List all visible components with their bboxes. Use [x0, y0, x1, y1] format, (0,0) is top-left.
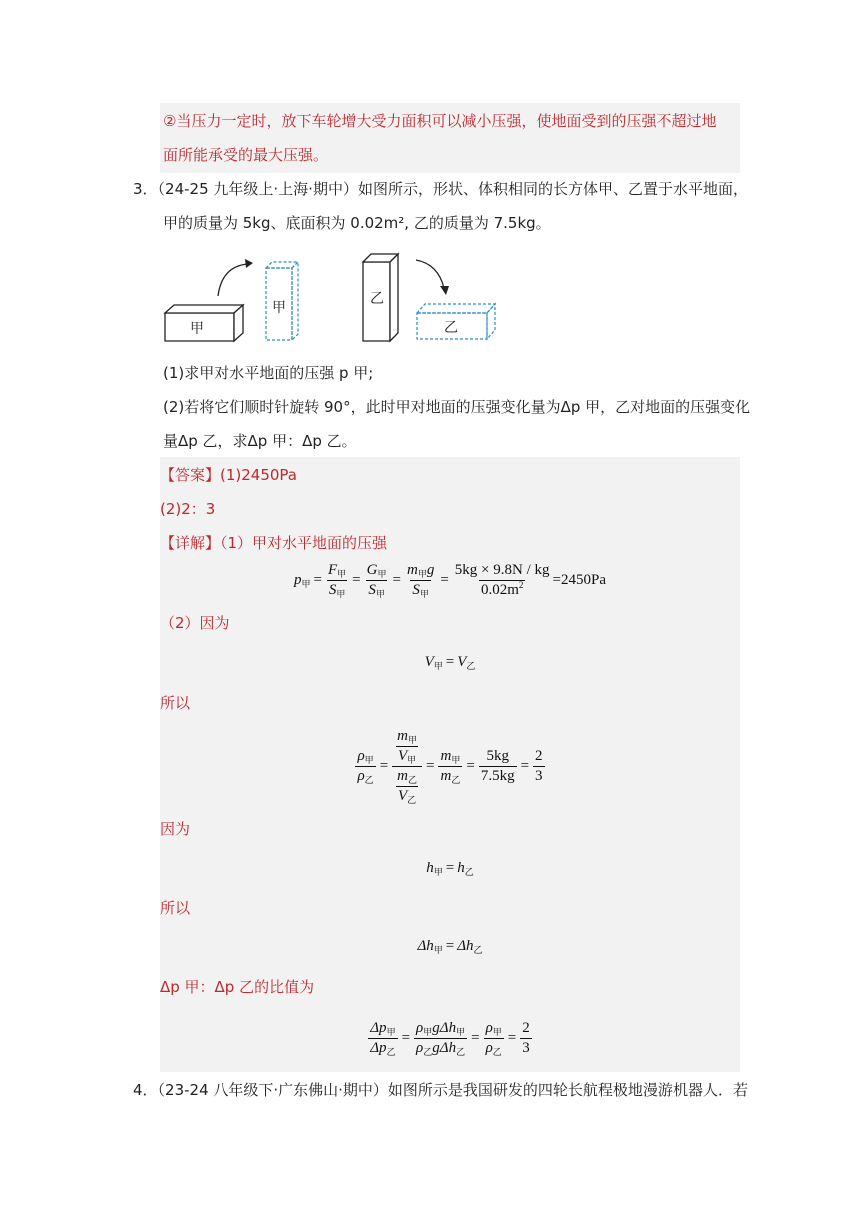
sub-question-2-line2: 量Δp 乙，求Δp 甲：Δp 乙。 — [163, 432, 357, 450]
question-3-line2: 甲的质量为 5kg、底面积为 0.02m², 乙的质量为 7.5kg。 — [163, 214, 551, 232]
ratio-text: Δp 甲：Δp 乙的比值为 — [160, 978, 315, 996]
block-jia-label-1: 甲 — [190, 321, 204, 337]
answer-label: 【答案】 — [160, 466, 221, 484]
question-source: （24-25 九年级上·上海·期中） — [157, 180, 358, 198]
block-yi-label-2: 乙 — [444, 320, 458, 336]
eq1-frac-g: $\frac{G_甲}{S_甲}$ — [366, 561, 387, 599]
block-jia-label-2: 甲 — [272, 300, 286, 316]
sub-question-1: (1)求甲对水平地面的压强 p 甲; — [163, 364, 374, 382]
rotate-arrow-2 — [416, 260, 444, 288]
blocks-rotation-figure — [160, 250, 510, 350]
eq1-p: p — [294, 571, 302, 588]
question-4-line1: 4．（23-24 八年级下·广东佛山·期中）如图所示是我国研发的四轮长航程极地漫游机器人．若 — [133, 1081, 748, 1099]
rotate-arrow-1 — [218, 264, 248, 296]
answer-2: (2)2：3 — [160, 500, 216, 518]
part2-label: （2）因为 — [160, 614, 230, 632]
previous-answer-line1: ②当压力一定时，放下车轮增大受力面积可以减小压强，使地面受到的压强不超过地 — [163, 112, 717, 130]
equation-density: $\frac{\rho_甲}{\rho_乙}$ = $\frac{\frac{m_甲}{V_甲}}{\frac{m_乙}{V_乙}}$ = $\frac{m_甲}{m_乙}$ = $\frac{5kg}{7.5kg}$ = $\frac{2}{3}$ — [357, 727, 543, 805]
eq1-result: =2450Pa — [552, 571, 606, 588]
question-3-line1 — [133, 178, 748, 200]
previous-answer-line2: 面所能承受的最大压强。 — [163, 146, 329, 164]
suoyi-2: 所以 — [160, 899, 191, 917]
answer-1: (1)2450Pa — [220, 466, 298, 484]
equation-pressure: p 甲 = $\frac{F_甲}{S_甲}$ = $\frac{G_甲}{S_甲}$ = $\frac{m_甲g}{S_甲}$ = $\frac{5kg \times 9.8N / kg}{0.02m^2}$ =2450Pa — [294, 561, 606, 599]
detail-label: 【详解】 — [160, 534, 221, 552]
question-number: 3． — [133, 180, 158, 198]
eq1-frac-m: $\frac{m_甲g}{S_甲}$ — [406, 561, 435, 599]
detail-block — [160, 605, 740, 1072]
suoyi-1: 所以 — [160, 694, 191, 712]
block-yi-label-1: 乙 — [370, 291, 384, 307]
detail-intro — [160, 532, 387, 554]
yinwei: 因为 — [160, 820, 191, 838]
equation-pressure-ratio: $\frac{\Delta p_甲}{\Delta p_乙}$ = $\frac{\rho_甲g\Delta h_甲}{\rho_乙g\Delta h_乙}$ = $\frac{\rho_甲}{\rho_乙}$ = $\frac{2}{3}$ — [370, 1019, 530, 1057]
question-stem: 如图所示，形状、体积相同的长方体甲、乙置于水平地面， — [357, 180, 748, 198]
block-jia-lying — [165, 305, 243, 341]
answer-line1 — [160, 464, 297, 486]
equation-delta-height: Δh 甲 = Δh 乙 — [417, 937, 483, 955]
equation-height: h 甲 = h 乙 — [426, 859, 474, 877]
eq1-frac-f: $\frac{F_甲}{S_甲}$ — [327, 561, 347, 599]
detail-intro-text: （1）甲对水平地面的压强 — [220, 534, 388, 552]
eq1-sub: 甲 — [301, 578, 311, 589]
eq1-frac-values: $\frac{5kg \times 9.8N / kg}{0.02m^2}$ — [454, 561, 550, 598]
equation-volume: V 甲 = V 乙 — [424, 653, 476, 671]
sub-question-2-line1: (2)若将它们顺时针旋转 90°，此时甲对地面的压强变化量为Δp 甲，乙对地面的压强变化 — [163, 398, 751, 416]
